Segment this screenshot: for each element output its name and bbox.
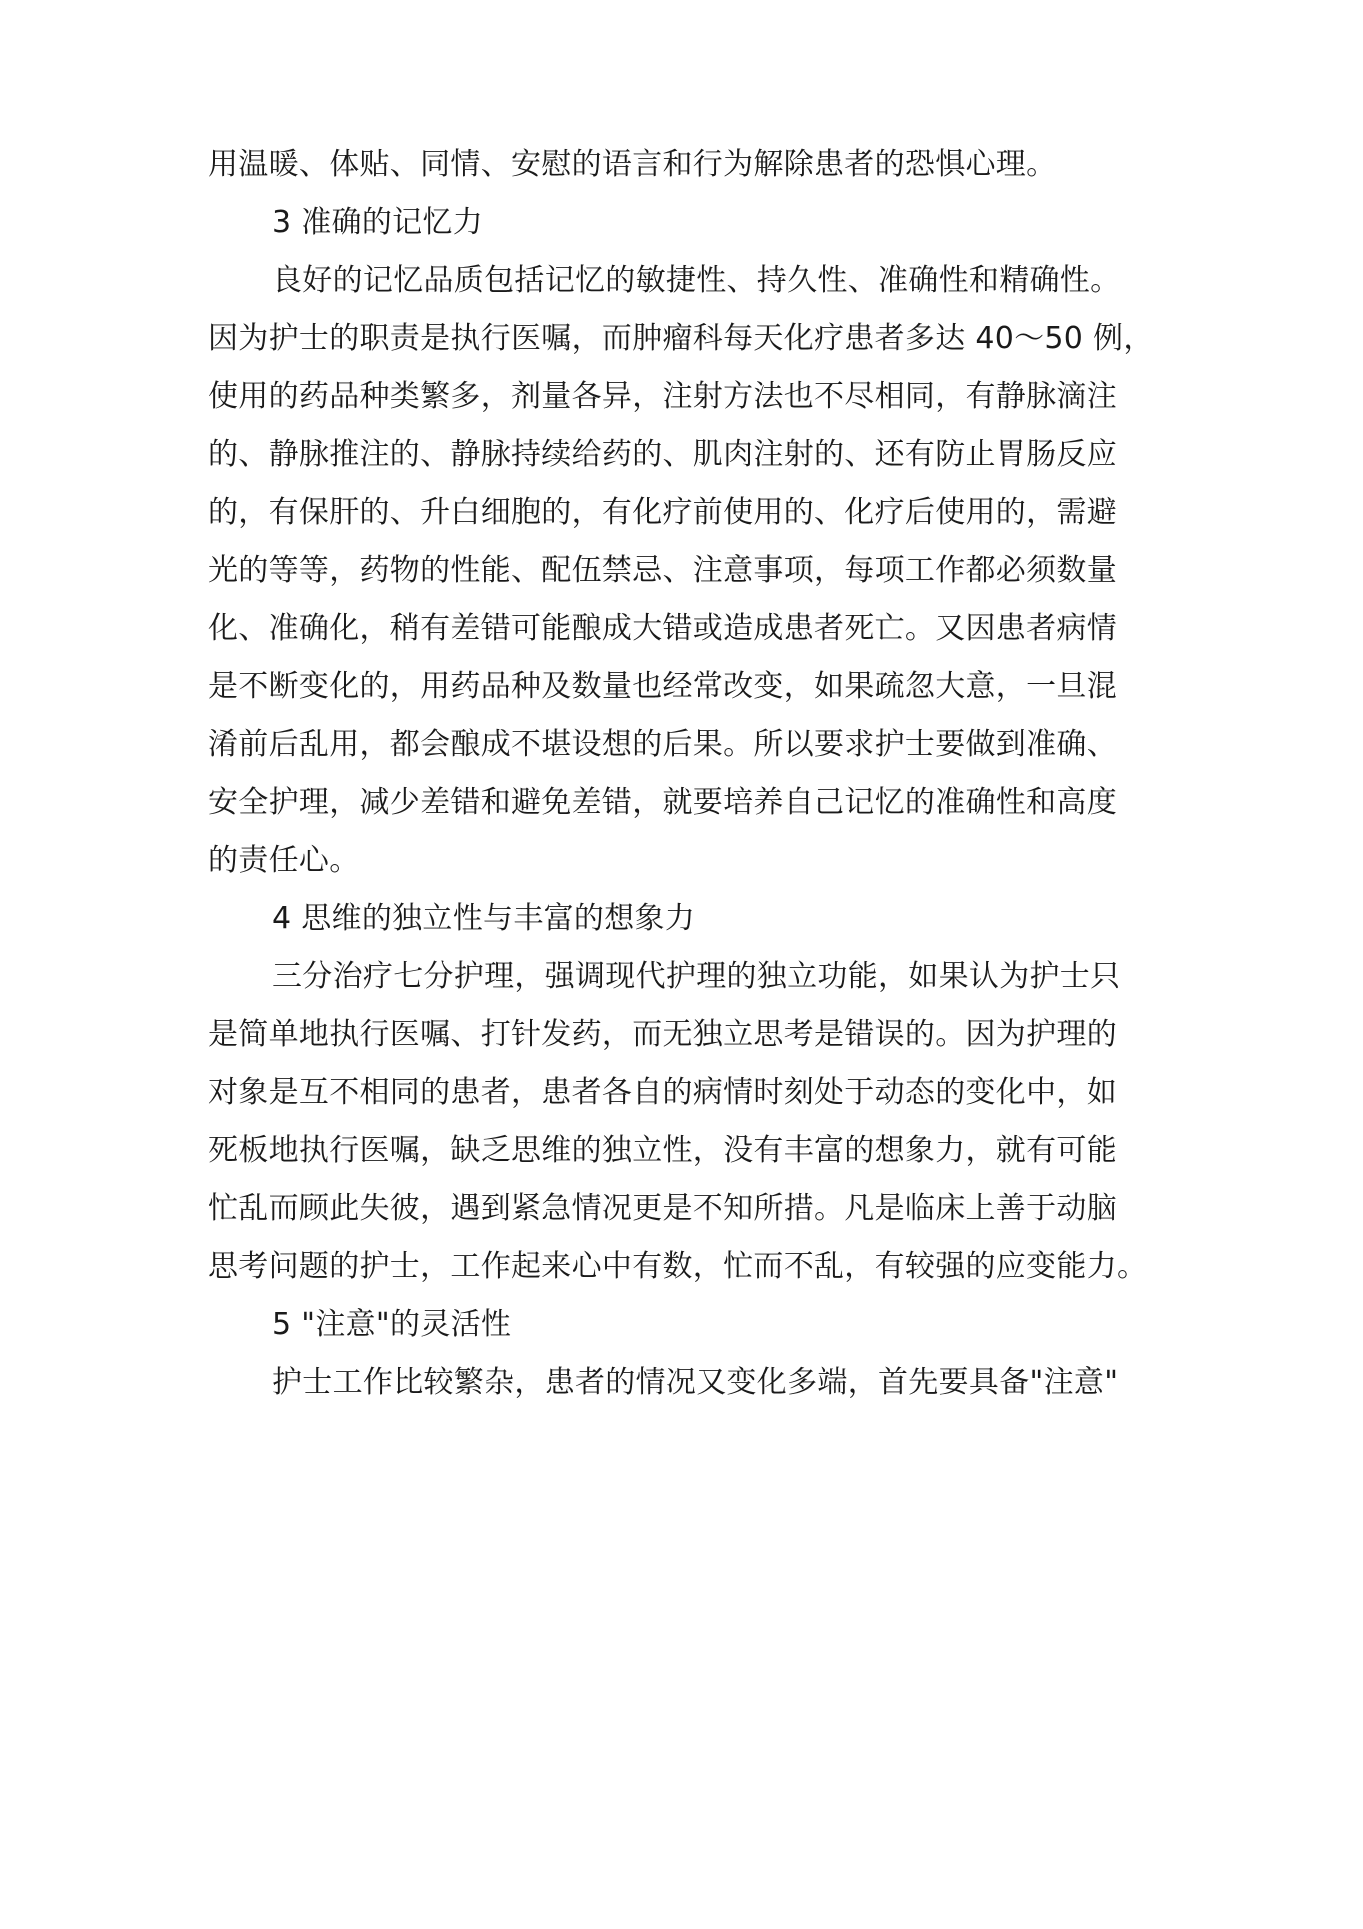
paragraph-line: 安全护理，减少差错和避免差错，就要培养自己记忆的准确性和高度	[208, 785, 1117, 820]
paragraph-line: 因为护士的职责是执行医嘱，而肿瘤科每天化疗患者多达 40～50 例，	[208, 321, 1154, 356]
section-heading-5: 5 "注意"的灵活性	[272, 1307, 512, 1342]
paragraph-line: 护士工作比较繁杂，患者的情况又变化多端，首先要具备"注意"	[272, 1365, 1119, 1400]
paragraph-line: 使用的药品种类繁多，剂量各异，注射方法也不尽相同，有静脉滴注	[208, 379, 1117, 414]
paragraph-line: 化、准确化，稍有差错可能酿成大错或造成患者死亡。又因患者病情	[208, 611, 1117, 646]
section-heading-4: 4 思维的独立性与丰富的想象力	[272, 901, 696, 936]
paragraph-line: 死板地执行医嘱，缺乏思维的独立性，没有丰富的想象力，就有可能	[208, 1133, 1117, 1168]
paragraph-line: 用温暖、体贴、同情、安慰的语言和行为解除患者的恐惧心理。	[208, 147, 1057, 182]
paragraph-line: 思考问题的护士，工作起来心中有数，忙而不乱，有较强的应变能力。	[208, 1249, 1148, 1284]
paragraph-line: 淆前后乱用，都会酿成不堪设想的后果。所以要求护士要做到准确、	[208, 727, 1117, 762]
paragraph-line: 对象是互不相同的患者，患者各自的病情时刻处于动态的变化中，如	[208, 1075, 1117, 1110]
paragraph-line: 是简单地执行医嘱、打针发药，而无独立思考是错误的。因为护理的	[208, 1017, 1117, 1052]
paragraph-line: 光的等等，药物的性能、配伍禁忌、注意事项，每项工作都必须数量	[208, 553, 1117, 588]
paragraph-line: 是不断变化的，用药品种及数量也经常改变，如果疏忽大意，一旦混	[208, 669, 1117, 704]
paragraph-line: 的、静脉推注的、静脉持续给药的、肌肉注射的、还有防止胃肠反应	[208, 437, 1117, 472]
paragraph-line: 的，有保肝的、升白细胞的，有化疗前使用的、化疗后使用的，需避	[208, 495, 1117, 530]
paragraph-line: 良好的记忆品质包括记忆的敏捷性、持久性、准确性和精确性。	[272, 263, 1121, 298]
paragraph-line: 的责任心。	[208, 843, 360, 878]
paragraph-line: 三分治疗七分护理，强调现代护理的独立功能，如果认为护士只	[272, 959, 1121, 994]
section-heading-3: 3 准确的记忆力	[272, 205, 484, 240]
paragraph-line: 忙乱而顾此失彼，遇到紧急情况更是不知所措。凡是临床上善于动脑	[208, 1191, 1117, 1226]
